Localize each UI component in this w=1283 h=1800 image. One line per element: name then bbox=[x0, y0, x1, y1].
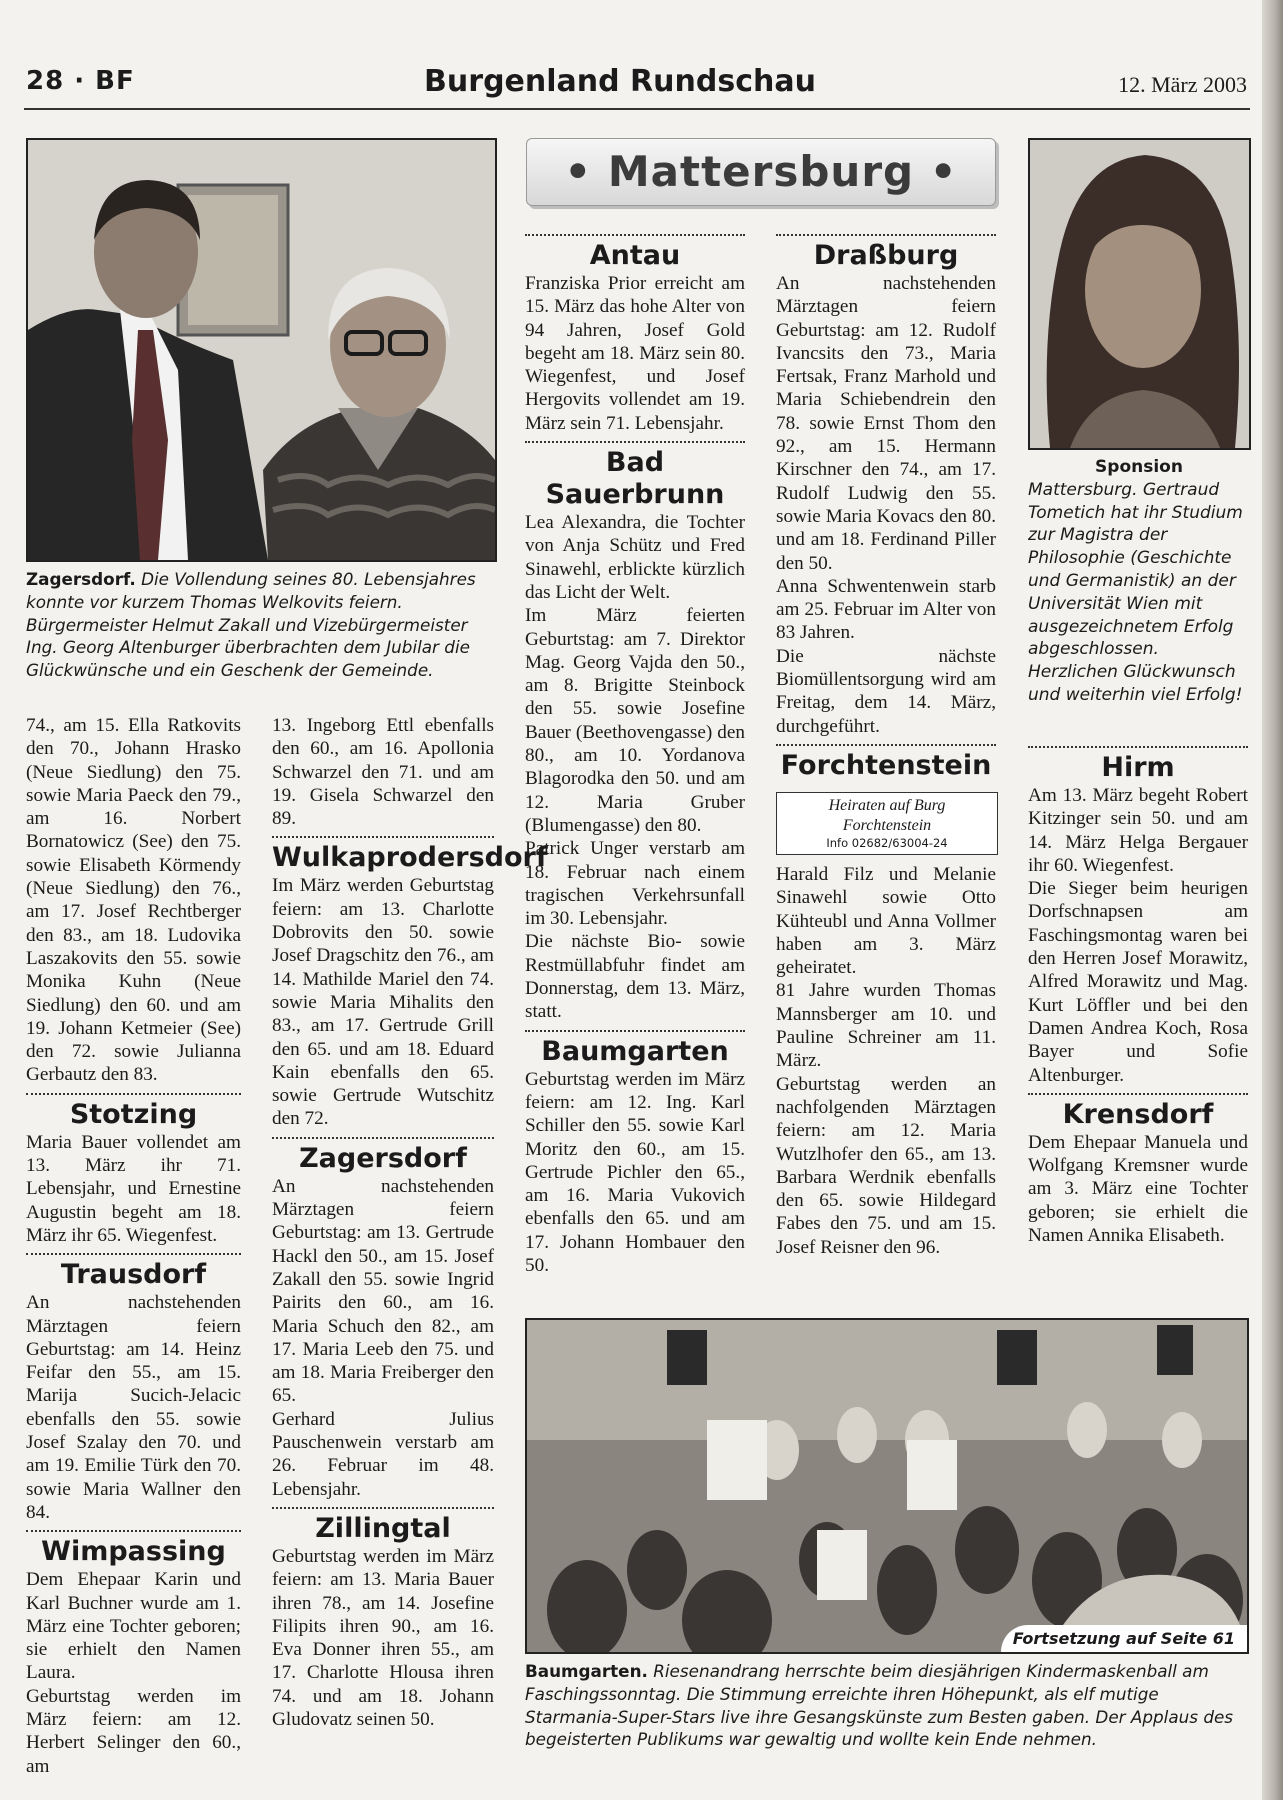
issue-date: 12. März 2003 bbox=[1118, 72, 1247, 97]
column-5 bbox=[1028, 746, 1248, 1247]
advert-box bbox=[776, 792, 998, 855]
header-rule bbox=[24, 108, 1250, 110]
heading-krensdorf: Krensdorf bbox=[1062, 1098, 1214, 1130]
forchtenstein-text-1: Harald Filz und Melanie Sinawehl sowie Otto Kühteubl und Anna Vollmer haben am 3. März geheiratet. bbox=[776, 863, 996, 979]
caption-place: Zagersdorf. bbox=[26, 569, 136, 589]
heading-trausdorf: Trausdorf bbox=[60, 1259, 207, 1291]
page-edge-shadow bbox=[1262, 0, 1283, 1800]
divider bbox=[26, 1093, 241, 1095]
caption-body: Mattersburg. Gertraud Tometich hat ihr Studium zur Magistra der Philosophie (Geschichte und Germanistik) an der Universität Wien mit ausgezeichnetem Erfolg abgeschlossen. Herzlichen Glückwunsch und weiterhin viel Erfolg! bbox=[1028, 479, 1243, 705]
section-banner: • Mattersburg • bbox=[526, 138, 996, 206]
sauerbrunn-text-2: Im März feierten Geburtstag: am 7. Direktor Mag. Georg Vajda den 50., am 8. Brigitte Steinbock den 55. sowie Josefine Bauer (Beethovengasse) den 80., am 10. Yordanova Blagorodka den 50. und am 12. Maria Gruber (Blumengasse) den 80. bbox=[525, 605, 745, 836]
baumgarten-text: Geburtstag werden im März feiern: am 12. Ing. Karl Schiller den 55. sowie Karl Moritz den 60., am 15. Gertrude Pichler den 65., am 16. Maria Vukovich ebenfalls den 65. und am 17. Johann Hombauer den 50. bbox=[525, 1068, 745, 1276]
column-2 bbox=[272, 714, 548, 1731]
caption-body: Die Vollendung seines 80. Lebensjahres konnte vor kurzem Thomas Welkovits feiern. Bürgermeister Helmut Zakall und Vizebürgermeister Ing. Georg Altenburger überbrachten dem Jubilar die Glückwünsche und ein Geschenk der Gemeinde. bbox=[26, 569, 476, 681]
column-4 bbox=[776, 234, 996, 1259]
heading-zillingtal: Zillingtal bbox=[315, 1512, 451, 1544]
divider bbox=[26, 1530, 241, 1532]
continuation-note: Fortsetzung auf Seite 61 bbox=[1001, 1625, 1247, 1652]
stotzing-text: Maria Bauer vollendet am 13. März ihr 71. Lebensjahr, und Ernestine Augustin begeht am 18. März ihr 65. Wiegenfest. bbox=[26, 1131, 241, 1246]
divider bbox=[776, 234, 996, 236]
sauerbrunn-text-1: Lea Alexandra, die Tochter von Anja Schütz und Fred Sinawehl, erblickte kürzlich das Licht der Welt. bbox=[525, 512, 745, 603]
divider bbox=[272, 1137, 494, 1139]
heading-hirm: Hirm bbox=[1101, 752, 1175, 783]
drassburg-text-1: An nachstehenden Märztagen feiern Geburtstag: am 12. Rudolf Ivancsits den 73., Maria Fertsak, Franz Marhold und Maria Schiebendrein den 78. sowie Ernst Thom den 92., am 15. Hermann Kirschner den 74., am 17. Rudolf Ludwig den 55. sowie Maria Kovacs den 80. und am 18. Ferdinand Piller den 50. bbox=[776, 273, 996, 574]
photo-sponsion-image bbox=[1030, 140, 1249, 448]
caption-title: Sponsion bbox=[1095, 457, 1183, 477]
wulkaprodersdorf-text: Im März werden Geburtstag feiern: am 13. Charlotte Dobrovits den 50. sowie Josef Dragschitz den 76., am 14. Mathilde Mariel den 74. sowie Maria Mihalits den 83., am 17. Gertrude Grill den 65. und am 18. Eduard Kain ebenfalls den 65. sowie Gertrude Wutschitz den 72. bbox=[272, 875, 494, 1130]
zagersdorf-text-1: An nachstehenden Märztagen feiern Geburtstag: am 13. Gertrude Hackl den 50., am 15. Josef Zakall den 55. sowie Ingrid Pairits den 60., am 16. Maria Schuch den 82., am 17. Maria Leeb den 75. und am 18. Maria Freiberger den 65. bbox=[272, 1175, 494, 1407]
divider bbox=[525, 441, 745, 443]
divider bbox=[776, 744, 996, 746]
photo-baumgarten-image bbox=[527, 1320, 1247, 1652]
photo-sponsion bbox=[1028, 138, 1251, 450]
wimpassing-text-2: Geburtstag werden im März feiern: am 12. Herbert Selinger den 60., am bbox=[26, 1685, 241, 1777]
hirm-text-2: Die Sieger beim heurigen Dorfschnapsen am Faschingsmontag waren bei den Herren Josef Morawitz, Alfred Morawitz und Mag. Kurt Löffler und bei den Damen Andrea Koch, Rosa Bayer und Sofie Altenburger. bbox=[1028, 878, 1248, 1086]
heading-baumgarten: Baumgarten bbox=[541, 1035, 729, 1067]
photo-zagersdorf-image bbox=[28, 140, 495, 560]
photo-baumgarten bbox=[525, 1318, 1249, 1654]
divider bbox=[525, 234, 745, 236]
heading-wulkaprodersdorf: Wulkaprodersdorf bbox=[272, 842, 548, 874]
zillingtal-text: Geburtstag werden im März feiern: am 13. Maria Bauer ihren 78., am 14. Josefine Filipits ihren 90., am 16. Eva Donner ihren 55., am 17. Charlotte Hlousa ihren 74. und am 18. Johann Gludovatz seinen 50. bbox=[272, 1545, 494, 1730]
col2-intro: 13. Ingeborg Ettl ebenfalls den 60., am 16. Apollonia Schwarzel den 71. und am 19. Gisela Schwarzel den 89. bbox=[272, 715, 494, 830]
advert-line-2: Forchtenstein bbox=[842, 816, 932, 834]
advert-phone: Info 02682/63004-24 bbox=[826, 835, 948, 850]
divider bbox=[26, 1253, 241, 1255]
heading-drassburg: Draßburg bbox=[813, 240, 959, 271]
caption-sponsion bbox=[1028, 456, 1250, 707]
forchtenstein-text-3: Geburtstag werden an nachfolgenden Märztagen feiern: am 12. Maria Wutzlhofer den 65., am 13. Barbara Werdnik ebenfalls den 65. sowie Hildegard Fabes den 75. und am 15. Josef Reisner den 96. bbox=[776, 1073, 996, 1258]
col1-intro: 74., am 15. Ella Ratkovits den 70., Johann Hrasko (Neue Siedlung) den 75. sowie Maria Paeck den 79., am 16. Norbert Bornatowicz (See) den 75. sowie Elisabeth Körmendy (Neue Siedlung) den 76., am 17. Josef Rechtberger den 83., am 18. Ludovika Laszakovits den 55. sowie Monika Kuhn (Neue Siedlung) den 60. und am 19. Johann Ketmeier (See) den 72. sowie Julianna Gerbautz den 83. bbox=[26, 715, 241, 1086]
heading-wimpassing: Wimpassing bbox=[41, 1536, 226, 1568]
antau-text: Franziska Prior erreicht am 15. März das hohe Alter von 94 Jahren, Josef Gold begeht am 18. März sein 80. Wiegenfest, und Josef Hergovits vollendet am 19. März sein 71. Lebensjahr. bbox=[525, 273, 745, 434]
page-number: 28 · BF bbox=[26, 66, 135, 96]
heading-bad-sauerbrunn: Bad Sauerbrunn bbox=[545, 447, 725, 511]
zagersdorf-text-2: Gerhard Julius Pauschenwein verstarb am 26. Februar im 48. Lebensjahr. bbox=[272, 1408, 494, 1500]
advert-line-1: Heiraten auf Burg bbox=[828, 796, 946, 814]
divider bbox=[525, 1030, 745, 1032]
heading-forchtenstein: Forchtenstein bbox=[780, 749, 992, 781]
trausdorf-text: An nachstehenden Märztagen feiern Geburtstag: am 14. Heinz Feifar den 55., am 15. Marija Sucich-Jelacic ebenfalls den 55. sowie Josef Szalay den 70. und am 19. Emilie Türk den 70. sowie Maria Wallner den 84. bbox=[26, 1292, 241, 1523]
heading-stotzing: Stotzing bbox=[69, 1098, 198, 1130]
caption-zagersdorf bbox=[26, 568, 496, 682]
sauerbrunn-text-4: Die nächste Bio- sowie Restmüllabfuhr findet am Donnerstag, dem 13. März, statt. bbox=[525, 931, 745, 1023]
krensdorf-text: Dem Ehepaar Manuela und Wolfgang Kremsner wurde am 3. März eine Tochter geboren; sie erhielt die Namen Annika Elisabeth. bbox=[1028, 1131, 1248, 1247]
hirm-text-1: Am 13. März begeht Robert Kitzinger sein 50. und am 14. März Helga Bergauer ihr 60. Wiegenfest. bbox=[1028, 785, 1248, 876]
caption-body: Riesenandrang herrschte beim diesjährigen Kindermaskenball am Faschingssonntag. Die Stimmung erreichte ihren Höhepunkt, als elf mutige Starmania-Super-Stars live ihre Gesangskünste zum Besten gaben. Der Applaus des begeisterten Publikums war gewaltig und wollte kein Ende nehmen. bbox=[525, 1661, 1234, 1750]
newspaper-title: Burgenland Rundschau bbox=[424, 64, 816, 99]
drassburg-text-2: Anna Schwentenwein starb am 25. Februar im Alter von 83 Jahren. bbox=[776, 575, 996, 644]
divider bbox=[1028, 746, 1248, 748]
column-3 bbox=[525, 234, 745, 1277]
heading-antau: Antau bbox=[589, 240, 681, 271]
forchtenstein-text-2: 81 Jahre wurden Thomas Mannsberger am 10. und Pauline Schreiner am 11. März. bbox=[776, 980, 996, 1072]
divider bbox=[272, 1507, 494, 1509]
drassburg-text-3: Die nächste Biomüllentsorgung wird am Freitag, dem 14. März, durchgeführt. bbox=[776, 645, 996, 737]
caption-place: Baumgarten. bbox=[525, 1661, 648, 1681]
divider bbox=[272, 836, 494, 838]
caption-baumgarten bbox=[525, 1660, 1247, 1751]
divider bbox=[1028, 1093, 1248, 1095]
column-1 bbox=[26, 714, 241, 1778]
sauerbrunn-text-3: Patrick Unger verstarb am 18. Februar nach einem tragischen Verkehrsunfall im 30. Lebensjahr. bbox=[525, 838, 745, 930]
wimpassing-text-1: Dem Ehepaar Karin und Karl Buchner wurde am 1. März eine Tochter geboren; sie erhielt den Namen Laura. bbox=[26, 1569, 241, 1684]
heading-zagersdorf: Zagersdorf bbox=[299, 1142, 467, 1174]
photo-zagersdorf bbox=[26, 138, 497, 562]
